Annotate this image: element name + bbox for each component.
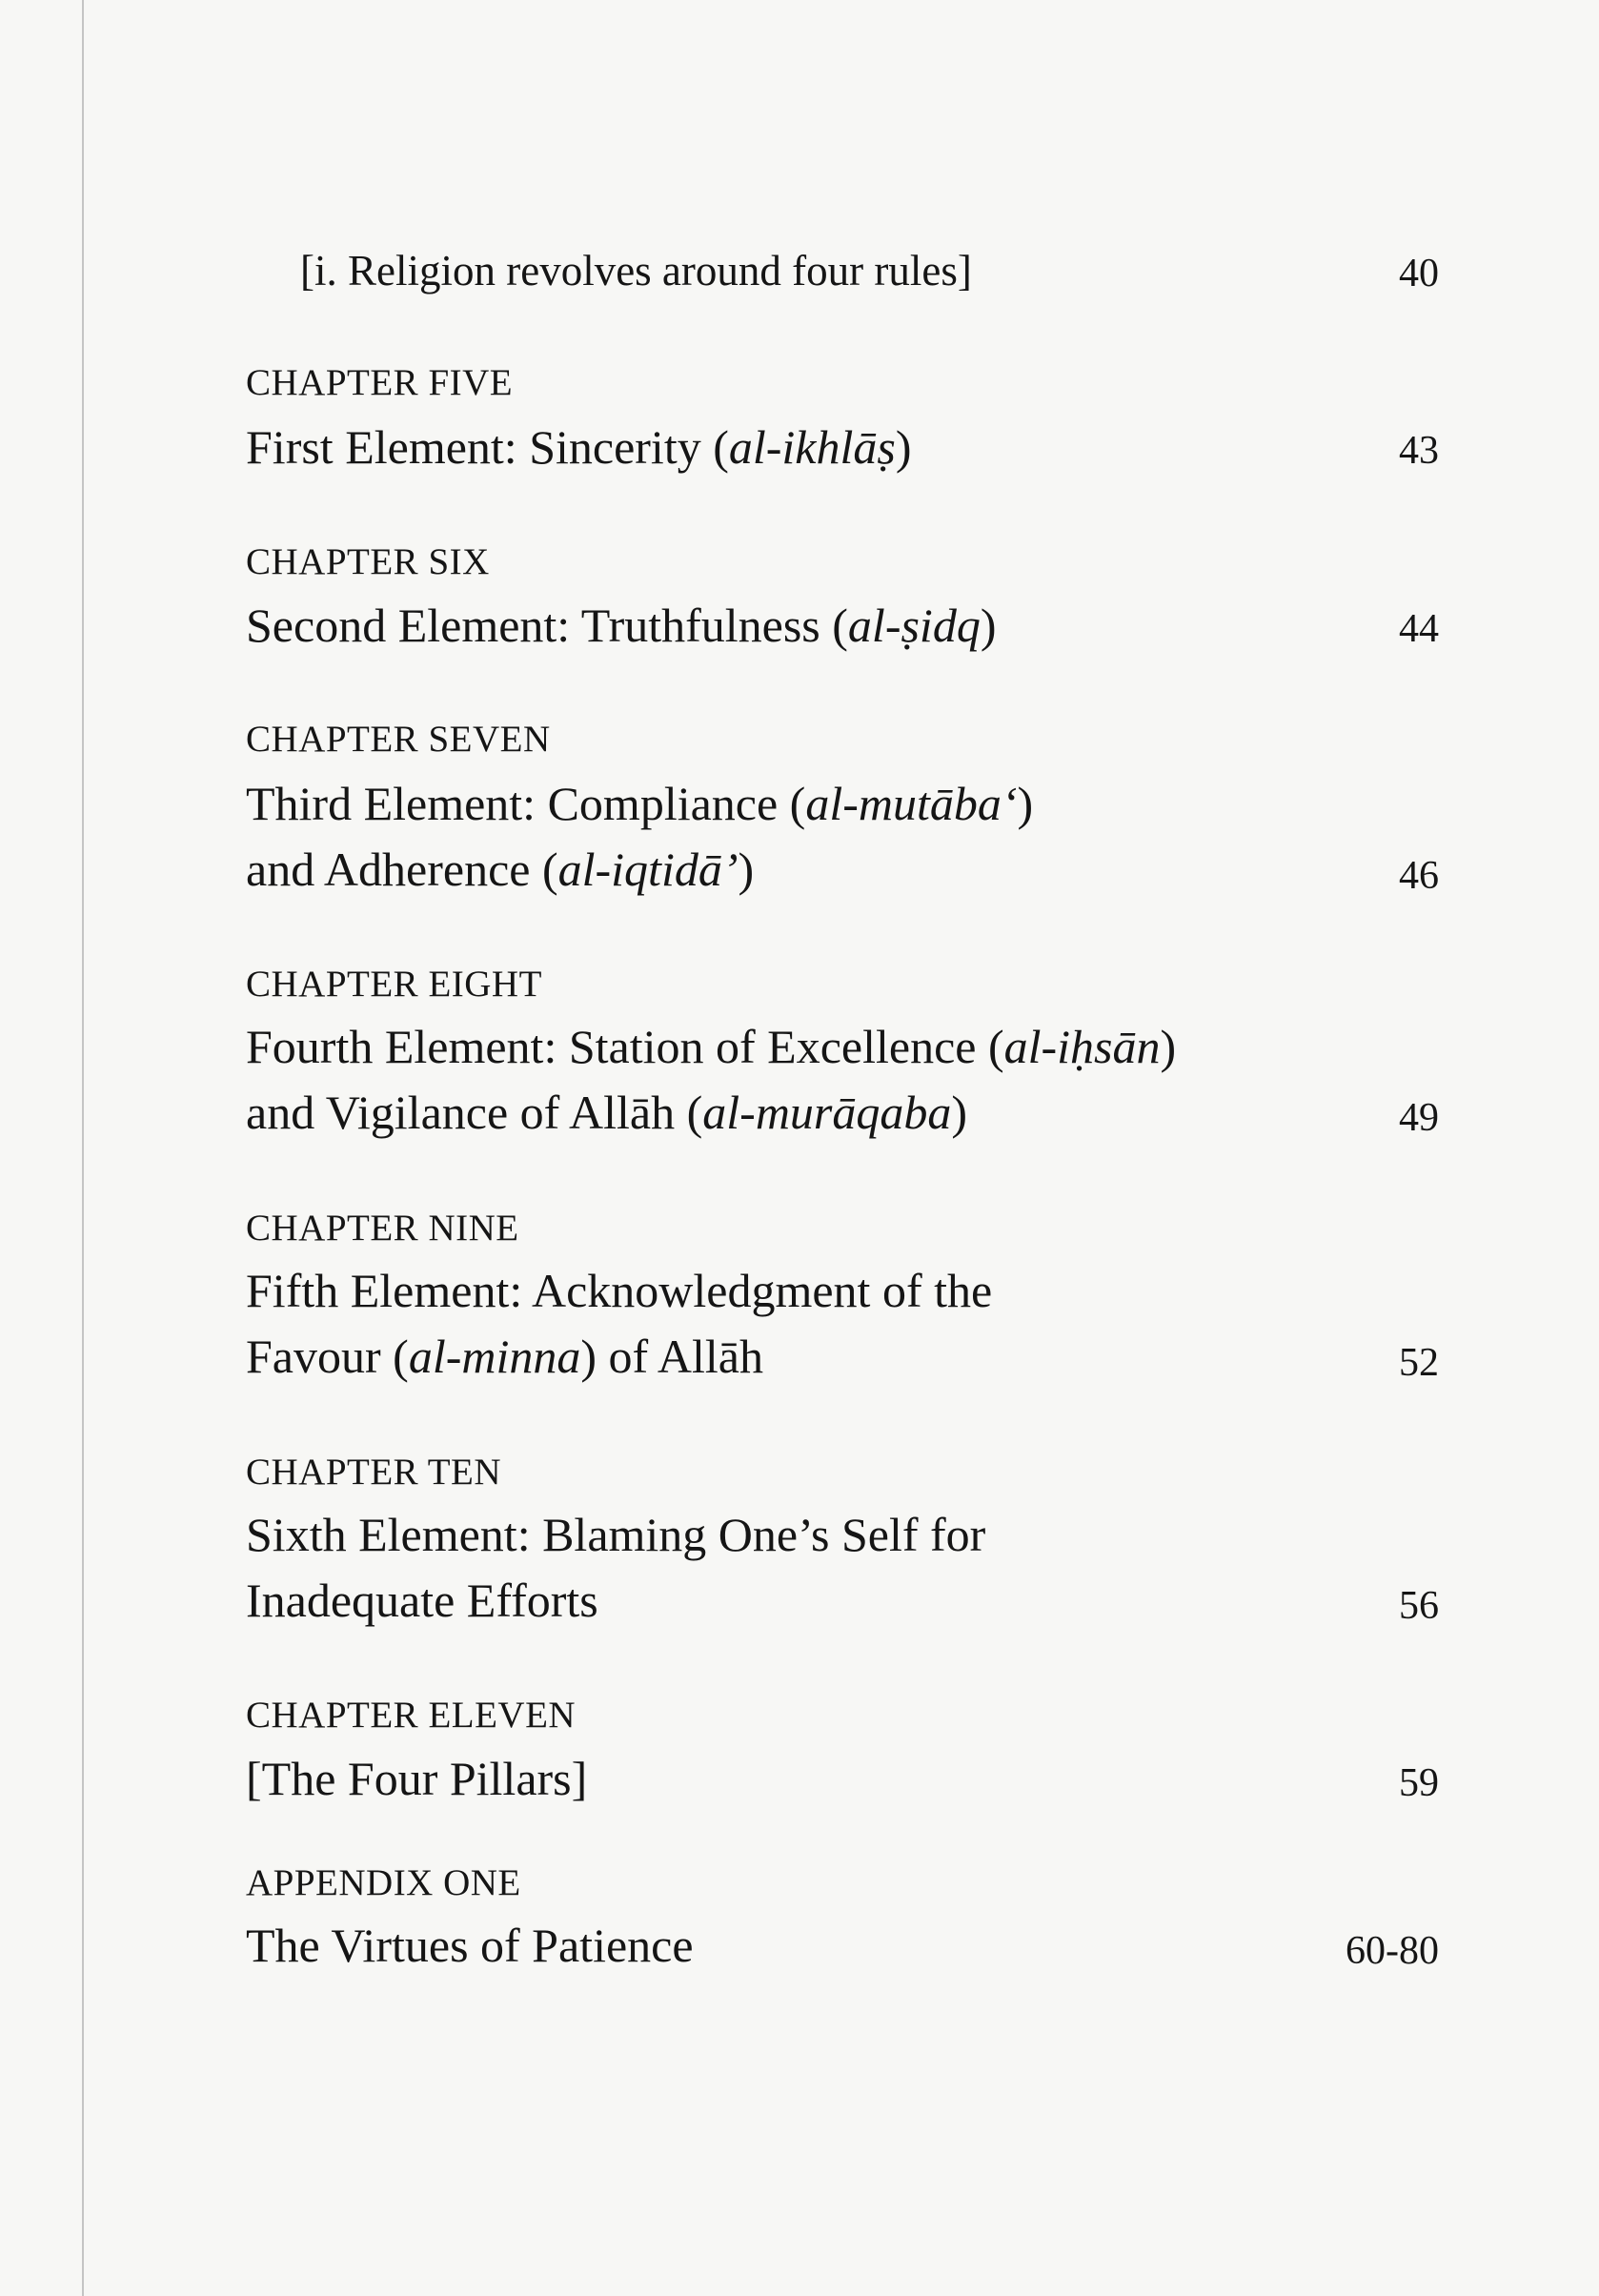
chapter-seven-title-line1: Third Element: Compliance (al-mutāba‘) [246, 777, 1034, 830]
chapter-five-label: CHAPTER FIVE [246, 362, 514, 403]
chapter-seven-page: 46 [1399, 854, 1439, 898]
chapter-seven-label: CHAPTER SEVEN [246, 719, 551, 760]
page-gutter-line [82, 0, 84, 2296]
chapter-nine-title-line1: Fifth Element: Acknowledgment of the [246, 1264, 993, 1317]
chapter-ten-label: CHAPTER TEN [246, 1452, 502, 1493]
chapter-seven-title-line2: and Adherence (al-iqtidā’) [246, 843, 755, 896]
chapter-nine-label: CHAPTER NINE [246, 1208, 519, 1249]
appendix-one-title: The Virtues of Patience [246, 1919, 694, 1972]
chapter-six-title: Second Element: Truthfulness (al-ṣidq) [246, 599, 997, 652]
chapter-eight-title-line1: Fourth Element: Station of Excellence (al-iḥsān) [246, 1020, 1177, 1073]
chapter-five-page: 43 [1399, 429, 1439, 473]
chapter-eleven-page: 59 [1399, 1761, 1439, 1805]
chapter-eight-label: CHAPTER EIGHT [246, 964, 542, 1005]
chapter-six-page: 44 [1399, 607, 1439, 651]
chapter-six-label: CHAPTER SIX [246, 541, 490, 582]
chapter-eleven-label: CHAPTER ELEVEN [246, 1695, 577, 1736]
chapter-five-title: First Element: Sincerity (al-ikhlāṣ) [246, 420, 912, 474]
chapter-eight-page: 49 [1399, 1096, 1439, 1140]
chapter-ten-title-line1: Sixth Element: Blaming One’s Self for [246, 1508, 986, 1561]
appendix-one-page: 60-80 [1346, 1929, 1439, 1973]
chapter-ten-title-line2: Inadequate Efforts [246, 1574, 598, 1627]
chapter-eight-title-line2: and Vigilance of Allāh (al-murāqaba) [246, 1086, 968, 1139]
toc-entry-four-rules-title: [i. Religion revolves around four rules] [300, 247, 972, 295]
table-of-contents [246, 0, 1448, 2296]
appendix-one-label: APPENDIX ONE [246, 1862, 521, 1903]
chapter-eleven-title: [The Four Pillars] [246, 1752, 588, 1805]
chapter-nine-page: 52 [1399, 1341, 1439, 1385]
chapter-ten-page: 56 [1399, 1584, 1439, 1628]
toc-entry-four-rules-page: 40 [1399, 252, 1439, 295]
chapter-nine-title-line2: Favour (al-minna) of Allāh [246, 1330, 763, 1383]
